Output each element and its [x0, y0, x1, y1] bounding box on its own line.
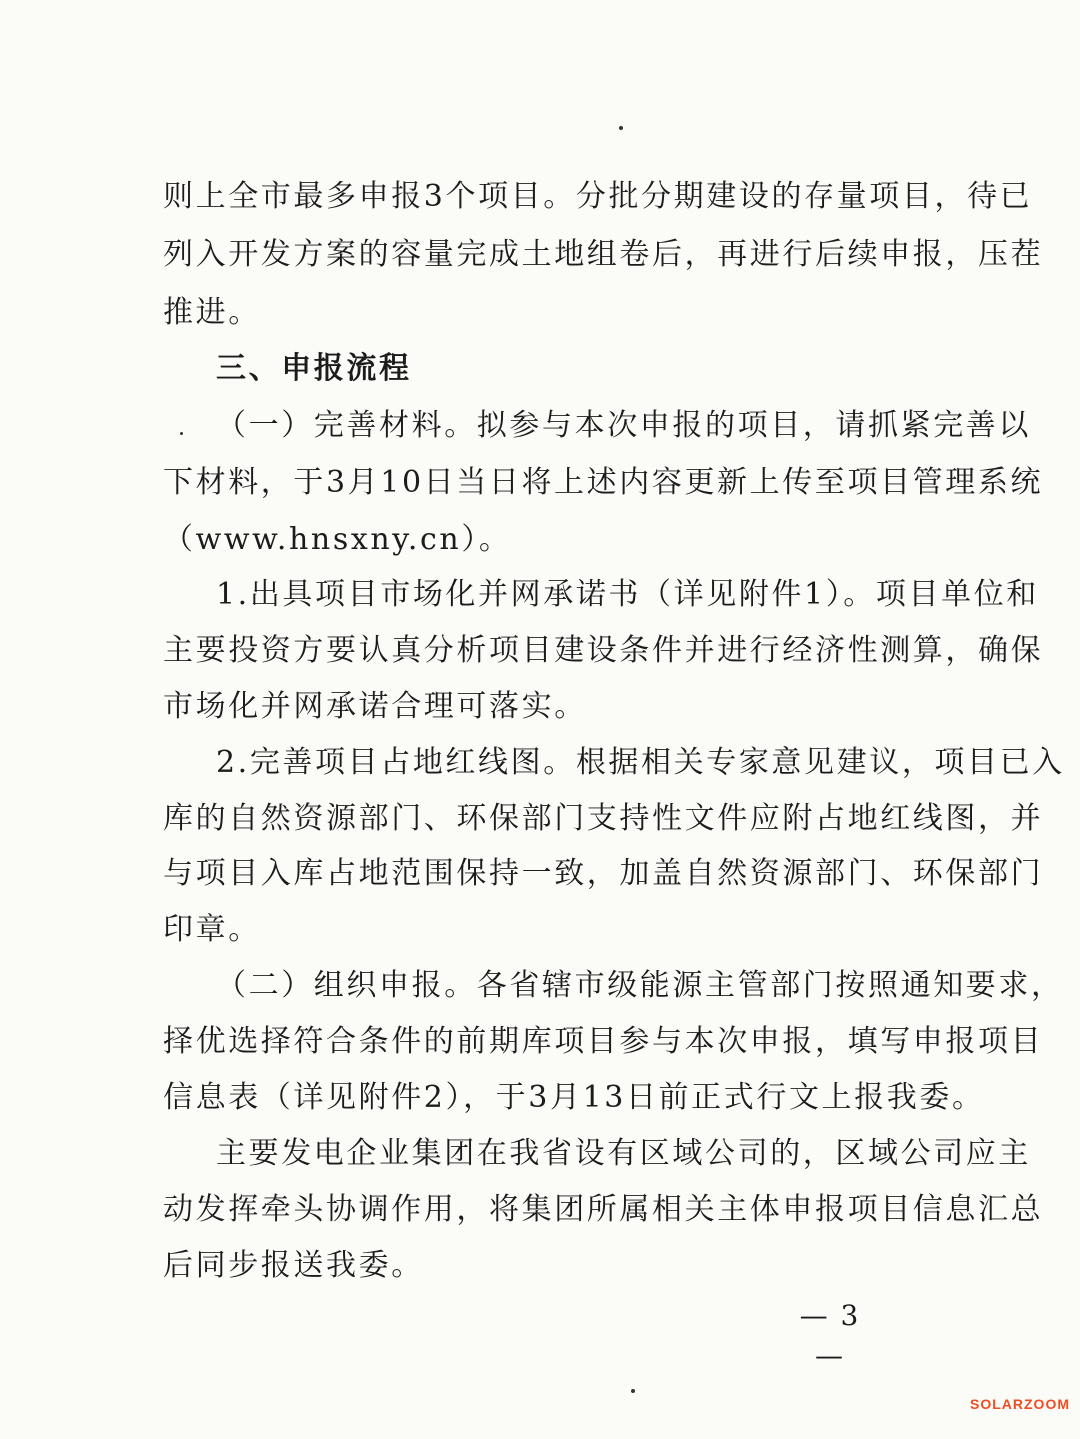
paragraph-line: 信息表（详见附件2），于3月13日前正式行文上报我委。 — [163, 1080, 985, 1115]
paragraph-line: 印章。 — [163, 912, 261, 947]
scan-speck — [631, 1389, 635, 1393]
watermark-logo: SOLARZOOM — [970, 1396, 1070, 1412]
paragraph-line: （一）完善材料。拟参与本次申报的项目，请抓紧完善以 — [216, 408, 1031, 443]
paragraph-line: 推进。 — [163, 295, 261, 330]
paragraph-line: 市场化并网承诺合理可落实。 — [163, 689, 587, 724]
section-heading: 三、申报流程 — [216, 351, 412, 386]
paragraph-line: 主要发电企业集团在我省设有区域公司的，区域公司应主 — [216, 1136, 1031, 1171]
scan-speck — [619, 126, 623, 130]
paragraph-line: （二）组织申报。各省辖市级能源主管部门按照通知要求， — [216, 968, 1064, 1003]
paragraph-line: 下材料，于3月10日当日将上述内容更新上传至项目管理系统 — [163, 465, 1044, 500]
paragraph-line: 2.完善项目占地红线图。根据相关专家意见建议，项目已入 — [216, 745, 1065, 780]
paragraph-line: 库的自然资源部门、环保部门支持性文件应附占地红线图，并 — [163, 801, 1044, 836]
scan-speck — [180, 432, 183, 435]
paragraph-line: 择优选择符合条件的前期库项目参与本次申报，填写申报项目 — [163, 1024, 1044, 1059]
paragraph-line: 1.出具项目市场化并网承诺书（详见附件1）。项目单位和 — [216, 577, 1039, 612]
paragraph-line: （www.hnsxny.cn）。 — [163, 522, 512, 557]
paragraph-line: 动发挥牵头协调作用，将集团所属相关主体申报项目信息汇总 — [163, 1192, 1044, 1227]
paragraph-line: 后同步报送我委。 — [163, 1248, 424, 1283]
paragraph-line: 主要投资方要认真分析项目建设条件并进行经济性测算，确保 — [163, 633, 1044, 668]
paragraph-line: 与项目入库占地范围保持一致，加盖自然资源部门、环保部门 — [163, 856, 1044, 891]
paragraph-line: 则上全市最多申报3个项目。分批分期建设的存量项目，待已 — [163, 179, 1033, 214]
paragraph-line: 列入开发方案的容量完成土地组卷后，再进行后续申报，压茬 — [163, 237, 1044, 272]
page-number: — 3 — — [799, 1299, 861, 1372]
